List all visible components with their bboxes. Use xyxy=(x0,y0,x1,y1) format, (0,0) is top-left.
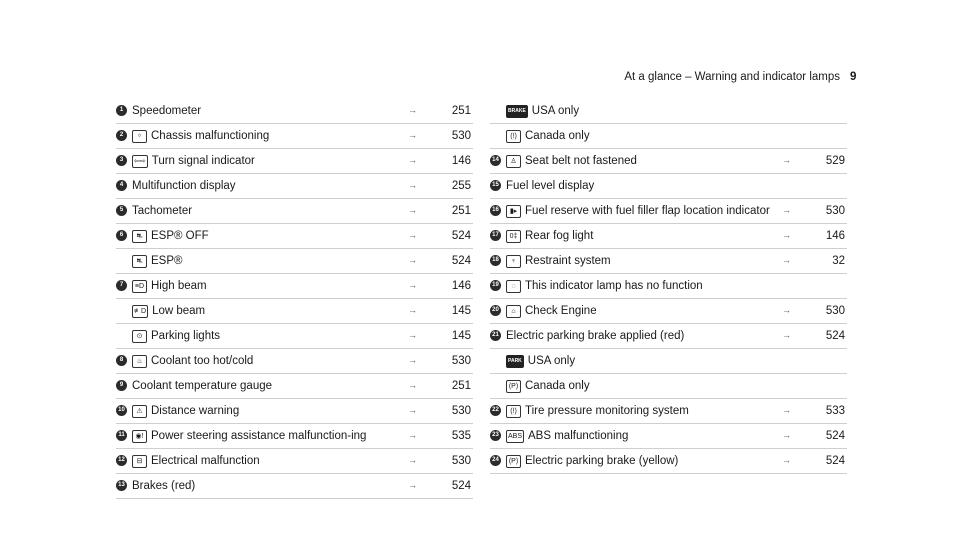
lamp-label: Tire pressure monitoring system xyxy=(525,405,689,417)
callout-number: 11 xyxy=(116,430,127,441)
esp-icon: ⛐ xyxy=(132,255,147,268)
esp-off-icon: ⛐ xyxy=(132,230,147,243)
lamp-label: Multifunction display xyxy=(132,180,236,192)
brake-circle-icon: (!) xyxy=(506,130,521,143)
legend-row xyxy=(116,324,473,349)
callout-number: 19 xyxy=(490,280,501,291)
legend-row xyxy=(116,449,473,474)
callout-number: 24 xyxy=(490,455,501,466)
callout-number: 17 xyxy=(490,230,501,241)
park-circle-icon: (P) xyxy=(506,380,521,393)
legend-row xyxy=(116,399,473,424)
legend-row xyxy=(116,274,473,299)
lamp-label: Rear fog light xyxy=(525,230,594,242)
page-reference[interactable]: 146 xyxy=(825,230,845,242)
callout-number: 9 xyxy=(116,380,127,391)
page-reference[interactable]: 146 xyxy=(451,155,471,167)
legend-row xyxy=(116,224,473,249)
legend-row xyxy=(116,299,473,324)
page-reference[interactable]: 255 xyxy=(451,180,471,192)
page-reference[interactable]: 524 xyxy=(451,230,471,242)
page-reference[interactable]: 533 xyxy=(825,405,845,417)
lamp-label: ESP® xyxy=(151,255,183,267)
page-reference[interactable]: 530 xyxy=(825,305,845,317)
callout-number: 10 xyxy=(116,405,127,416)
page-ref-arrow: → xyxy=(408,205,417,215)
page-ref-arrow: → xyxy=(408,130,417,140)
page-ref-arrow: → xyxy=(408,155,417,165)
legend-row xyxy=(490,124,847,149)
page-ref-arrow: → xyxy=(782,205,791,215)
page-ref-arrow: → xyxy=(408,380,417,390)
page-ref-arrow: → xyxy=(408,455,417,465)
page-header xyxy=(0,71,960,87)
lamp-label: ESP® OFF xyxy=(151,230,209,242)
page-ref-arrow: → xyxy=(408,255,417,265)
page-reference[interactable]: 145 xyxy=(451,305,471,317)
lamp-label: High beam xyxy=(151,280,207,292)
page-ref-arrow: → xyxy=(782,155,791,165)
legend-row xyxy=(490,199,847,224)
lamp-label: Canada only xyxy=(525,380,590,392)
page-reference[interactable]: 251 xyxy=(451,105,471,117)
abs-icon: ABS xyxy=(506,430,524,443)
legend-row xyxy=(116,199,473,224)
legend-row xyxy=(490,274,847,299)
lamp-label: Electrical malfunction xyxy=(151,455,260,467)
parking-lights-icon: ⊙ xyxy=(132,330,147,343)
callout-number: 22 xyxy=(490,405,501,416)
legend-row xyxy=(490,99,847,124)
lamp-label: Low beam xyxy=(152,305,206,317)
lamp-label: Fuel level display xyxy=(506,180,595,192)
page-reference[interactable]: 524 xyxy=(825,455,845,467)
legend-row xyxy=(116,249,473,274)
page-reference[interactable]: 32 xyxy=(832,255,845,267)
page-number: 9 xyxy=(850,71,857,83)
lamp-label: Tachometer xyxy=(132,205,193,217)
restraint-icon: ♆ xyxy=(506,255,521,268)
page-ref-arrow: → xyxy=(782,230,791,240)
tire-pressure-icon: (!) xyxy=(506,405,521,418)
parking-brake-icon: (P) xyxy=(506,455,521,468)
right-column xyxy=(490,99,847,474)
coolant-icon: ♨ xyxy=(132,355,147,368)
legend-row xyxy=(490,374,847,399)
page-reference[interactable]: 251 xyxy=(451,380,471,392)
legend-row xyxy=(490,324,847,349)
page-reference[interactable]: 529 xyxy=(825,155,845,167)
legend-row xyxy=(116,174,473,199)
lamp-label: USA only xyxy=(527,355,576,367)
page-reference[interactable]: 530 xyxy=(451,355,471,367)
callout-number: 14 xyxy=(490,155,501,166)
seat-belt-icon: ♙ xyxy=(506,155,521,168)
legend-row xyxy=(490,399,847,424)
lamp-label: Check Engine xyxy=(525,305,597,317)
no-function-icon: ◌ xyxy=(506,280,521,293)
page-reference[interactable]: 524 xyxy=(825,430,845,442)
page-ref-arrow: → xyxy=(782,455,791,465)
left-column xyxy=(116,99,473,499)
page-ref-arrow: → xyxy=(408,355,417,365)
callout-number: 23 xyxy=(490,430,501,441)
callout-number: 3 xyxy=(116,155,127,166)
legend-row xyxy=(490,149,847,174)
callout-number: 15 xyxy=(490,180,501,191)
page-reference[interactable]: 145 xyxy=(451,330,471,342)
page-reference[interactable]: 530 xyxy=(825,205,845,217)
chassis-icon: ᛜ xyxy=(132,130,147,143)
legend-row xyxy=(490,249,847,274)
callout-number: 21 xyxy=(490,330,501,341)
page-reference[interactable]: 146 xyxy=(451,280,471,292)
callout-number: 13 xyxy=(116,480,127,491)
legend-row xyxy=(490,349,847,374)
turn-signal-icon: ⇦⇨ xyxy=(132,155,148,168)
check-engine-icon: ⌂ xyxy=(506,305,521,318)
park-text-icon: PARK xyxy=(506,355,524,368)
lamp-label: Brakes (red) xyxy=(132,480,196,492)
callout-number: 7 xyxy=(116,280,127,291)
legend-row xyxy=(490,224,847,249)
legend-row xyxy=(116,424,473,449)
legend-row xyxy=(116,149,473,174)
lamp-label: Restraint system xyxy=(525,255,611,267)
legend-row xyxy=(116,374,473,399)
lamp-label: Distance warning xyxy=(151,405,240,417)
page-reference[interactable]: 251 xyxy=(451,205,471,217)
page-ref-arrow: → xyxy=(782,430,791,440)
page-ref-arrow: → xyxy=(782,305,791,315)
high-beam-icon: ≡D xyxy=(132,280,147,293)
fuel-icon: ▮▸ xyxy=(506,205,521,218)
distance-warning-icon: ⚠ xyxy=(132,405,147,418)
page-ref-arrow: → xyxy=(408,280,417,290)
page-ref-arrow: → xyxy=(408,180,417,190)
callout-number: 4 xyxy=(116,180,127,191)
page-reference[interactable]: 530 xyxy=(451,130,471,142)
rear-fog-icon: 0‡ xyxy=(506,230,521,243)
legend-row xyxy=(116,349,473,374)
page-ref-arrow: → xyxy=(408,430,417,440)
callout-number: 6 xyxy=(116,230,127,241)
callout-number: 2 xyxy=(116,130,127,141)
lamp-label: Power steering assistance malfunction-ing xyxy=(151,430,367,442)
lamp-label: Seat belt not fastened xyxy=(525,155,637,167)
page-ref-arrow: → xyxy=(408,230,417,240)
lamp-label: Fuel reserve with fuel filler flap location indicator xyxy=(525,205,770,217)
page-reference[interactable]: 524 xyxy=(451,480,471,492)
legend-row xyxy=(116,474,473,499)
page-ref-arrow: → xyxy=(408,405,417,415)
page-reference[interactable]: 524 xyxy=(825,330,845,342)
page-ref-arrow: → xyxy=(408,105,417,115)
lamp-label: Coolant temperature gauge xyxy=(132,380,273,392)
lamp-label: Chassis malfunctioning xyxy=(151,130,270,142)
callout-number: 1 xyxy=(116,105,127,116)
lamp-label: Electric parking brake (yellow) xyxy=(525,455,679,467)
lamp-label: Electric parking brake applied (red) xyxy=(506,330,685,342)
legend-row xyxy=(490,174,847,199)
low-beam-icon: ≢D xyxy=(132,305,148,318)
legend-row xyxy=(116,124,473,149)
page-ref-arrow: → xyxy=(408,330,417,340)
legend-row xyxy=(116,99,473,124)
header-title: At a glance – Warning and indicator lamps xyxy=(624,71,840,83)
page-ref-arrow: → xyxy=(782,330,791,340)
page-ref-arrow: → xyxy=(408,305,417,315)
page-reference[interactable]: 535 xyxy=(451,430,471,442)
page-reference[interactable]: 524 xyxy=(451,255,471,267)
lamp-label: Speedometer xyxy=(132,105,202,117)
callout-number: 12 xyxy=(116,455,127,466)
callout-number: 5 xyxy=(116,205,127,216)
legend-row xyxy=(490,424,847,449)
lamp-label: Turn signal indicator xyxy=(151,155,255,167)
legend-row xyxy=(490,299,847,324)
battery-icon: ⊟ xyxy=(132,455,147,468)
lamp-label: This indicator lamp has no function xyxy=(525,280,703,292)
lamp-label: ABS malfunctioning xyxy=(528,430,629,442)
lamp-label: USA only xyxy=(531,105,580,117)
page-reference[interactable]: 530 xyxy=(451,455,471,467)
callout-number: 20 xyxy=(490,305,501,316)
callout-number: 8 xyxy=(116,355,127,366)
lamp-label: Coolant too hot/cold xyxy=(151,355,254,367)
legend-row xyxy=(490,449,847,474)
page-ref-arrow: → xyxy=(782,405,791,415)
callout-number: 16 xyxy=(490,205,501,216)
page-ref-arrow: → xyxy=(408,480,417,490)
lamp-label: Parking lights xyxy=(151,330,221,342)
callout-number: 18 xyxy=(490,255,501,266)
page-reference[interactable]: 530 xyxy=(451,405,471,417)
power-steering-icon: ◉! xyxy=(132,430,147,443)
lamp-label: Canada only xyxy=(525,130,590,142)
page-ref-arrow: → xyxy=(782,255,791,265)
brake-text-icon: BRAKE xyxy=(506,105,528,118)
